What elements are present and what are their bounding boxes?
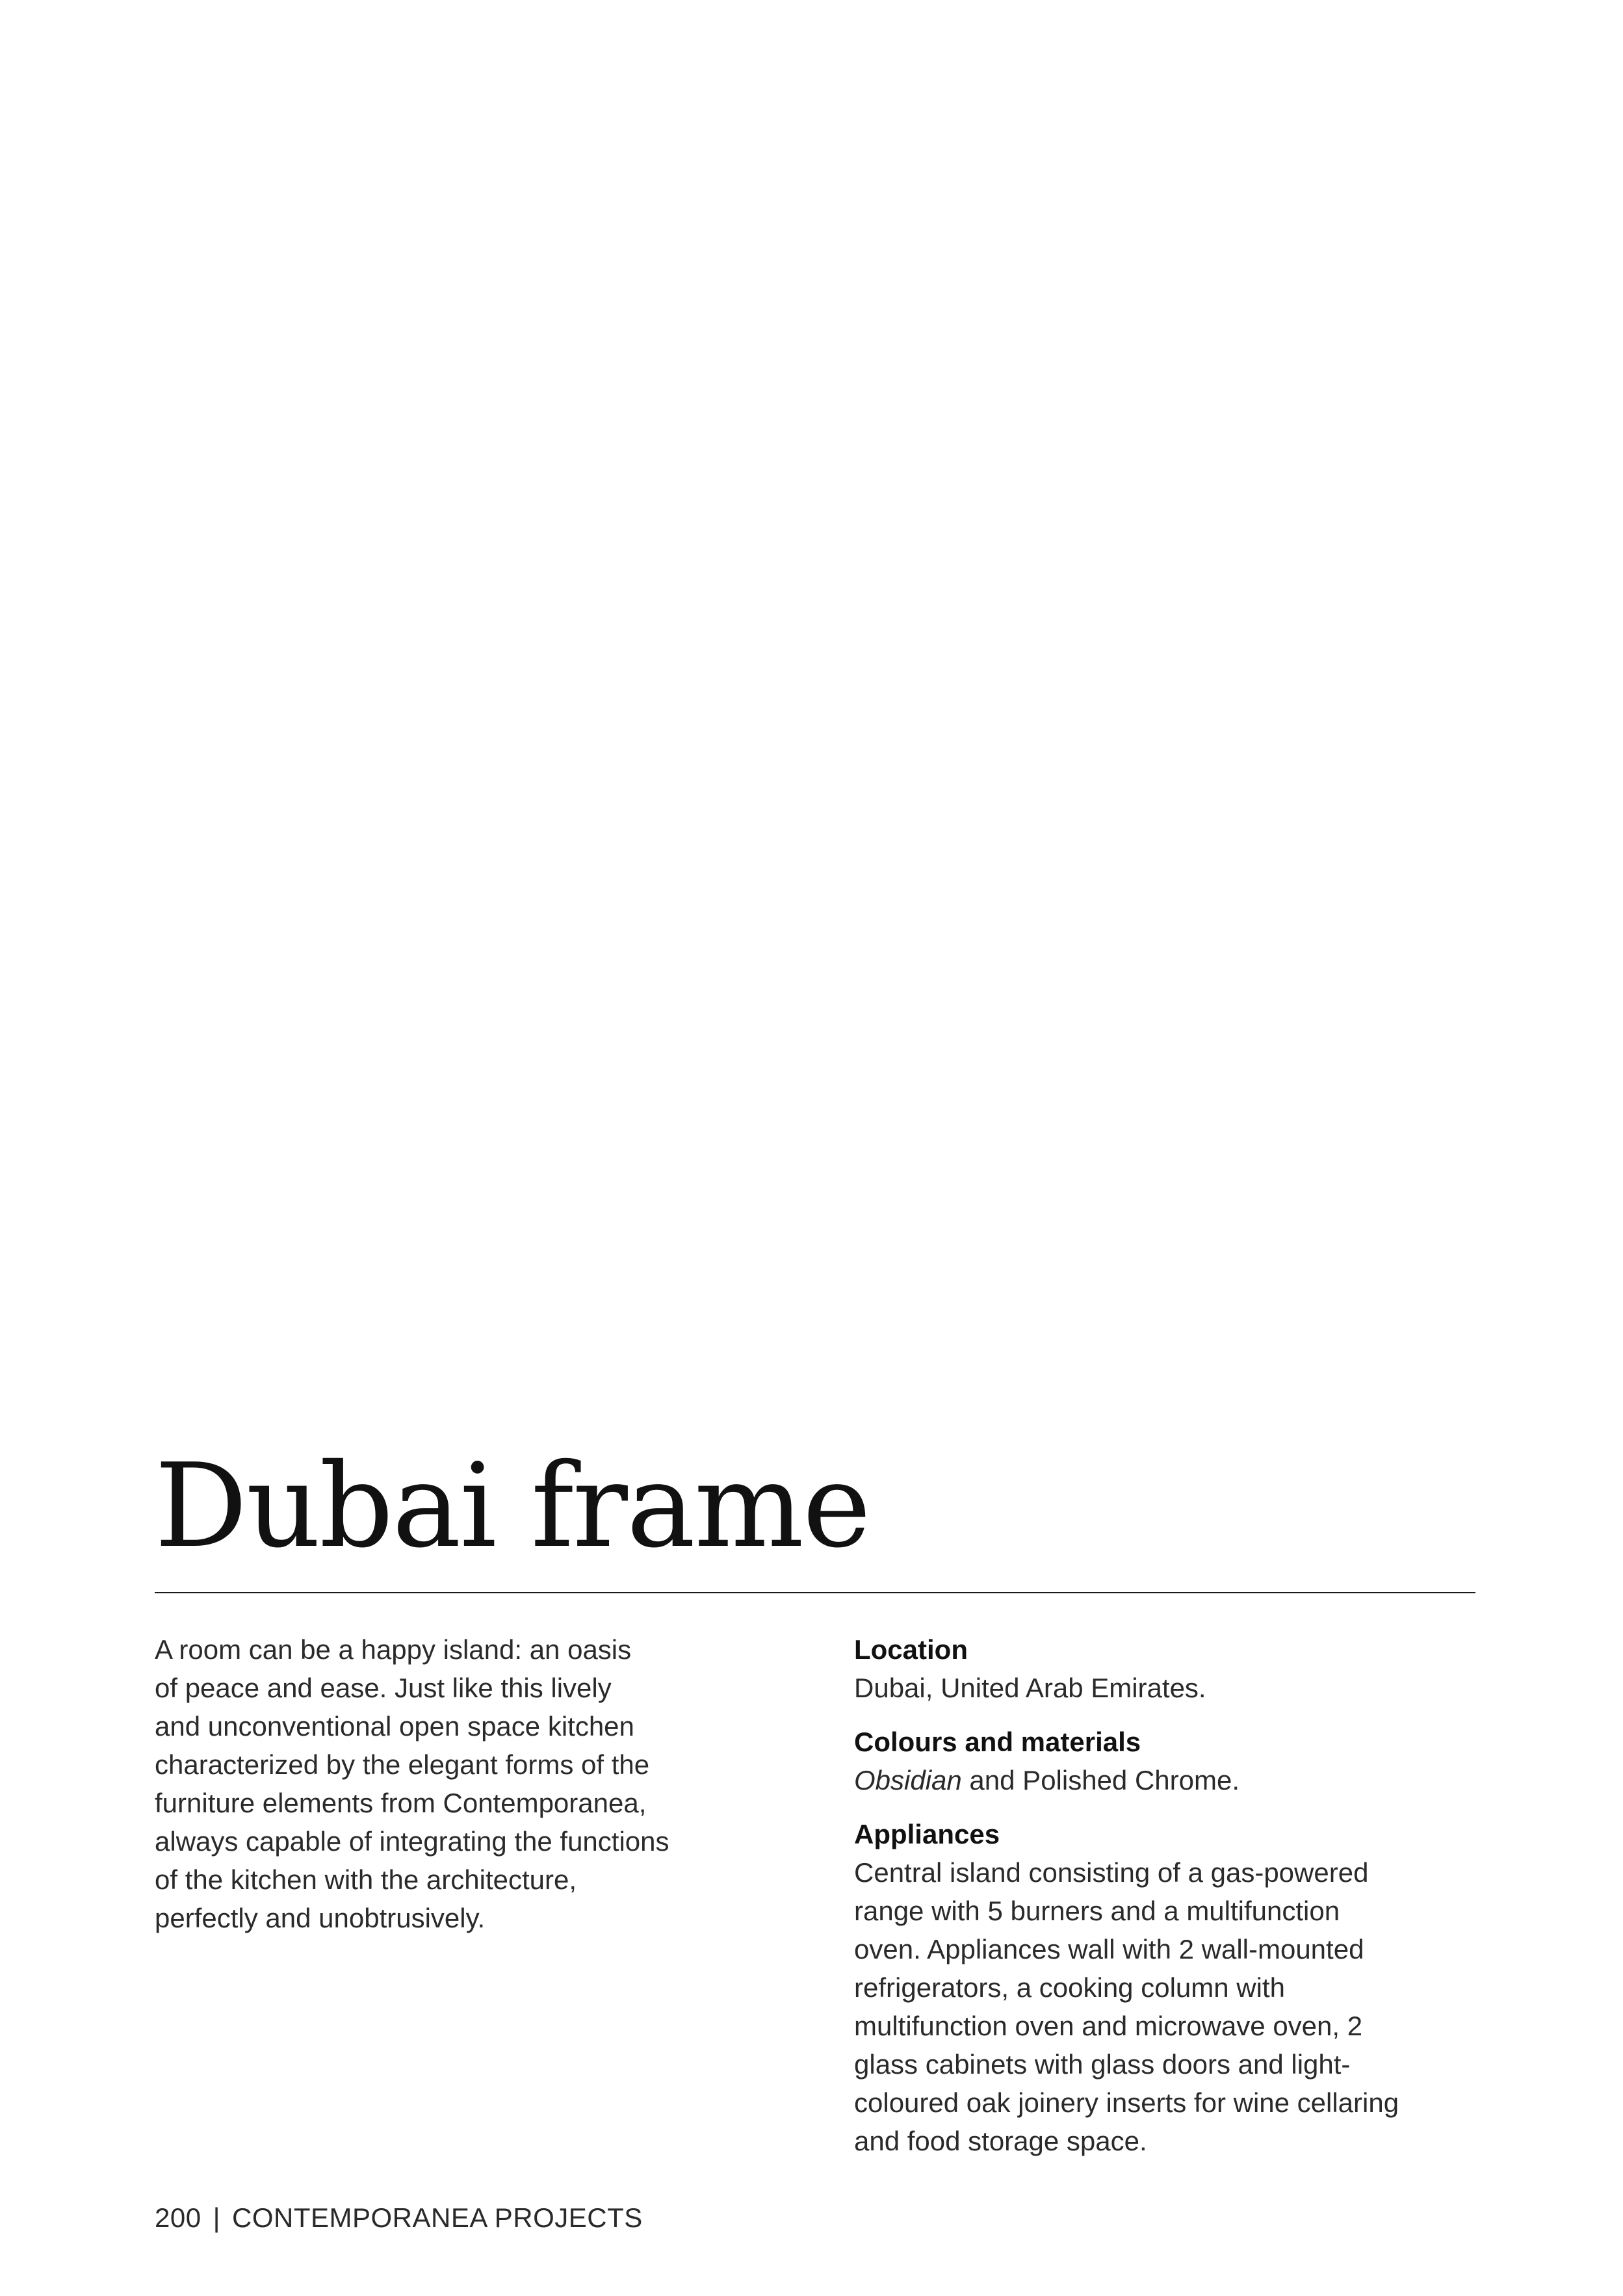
location-value: Dubai, United Arab Emirates. [854,1673,1206,1703]
page-number: 200 [155,2202,201,2233]
appliances-line: range with 5 burners and a multifunction [854,1896,1340,1926]
section-name: CONTEMPORANEA PROJECTS [232,2202,643,2233]
colours-value-italic: Obsidian [854,1765,962,1795]
intro-line: of the kitchen with the architecture, [155,1864,577,1895]
appliances-block [854,1815,1478,2160]
location-block [854,1630,1478,1707]
appliances-label: Appliances [854,1819,1000,1849]
appliances-value [854,1853,1478,2160]
intro-line: of peace and ease. Just like this lively [155,1673,612,1703]
appliances-line: glass cabinets with glass doors and light- [854,2049,1351,2080]
intro-line: furniture elements from Contemporanea, [155,1788,647,1818]
intro-line: characterized by the elegant forms of the [155,1749,650,1780]
intro-line: A room can be a happy island: an oasis [155,1634,632,1665]
intro-line: perfectly and unobtrusively. [155,1903,486,1933]
appliances-line: oven. Appliances wall with 2 wall-mounted [854,1934,1364,1964]
colours-value-rest: and Polished Chrome. [961,1765,1240,1795]
page-title: Dubai frame [155,1439,870,1573]
appliances-line: multifunction oven and microwave oven, 2 [854,2011,1363,2041]
appliances-line: refrigerators, a cooking column with [854,1972,1285,2003]
footer-separator: | [213,2202,220,2233]
intro-line: always capable of integrating the functions [155,1826,669,1857]
intro-paragraph [155,1630,792,1937]
title-divider [155,1592,1475,1593]
location-label: Location [854,1634,968,1665]
project-details [854,1630,1478,2176]
appliances-line: coloured oak joinery inserts for wine cellaring [854,2087,1399,2118]
colours-block [854,1723,1478,1799]
appliances-line: Central island consisting of a gas-powered [854,1857,1369,1888]
page-footer [155,2202,643,2234]
intro-line: and unconventional open space kitchen [155,1711,634,1742]
appliances-line: and food storage space. [854,2126,1147,2156]
colours-value [854,1761,1478,1799]
colours-label: Colours and materials [854,1727,1141,1757]
